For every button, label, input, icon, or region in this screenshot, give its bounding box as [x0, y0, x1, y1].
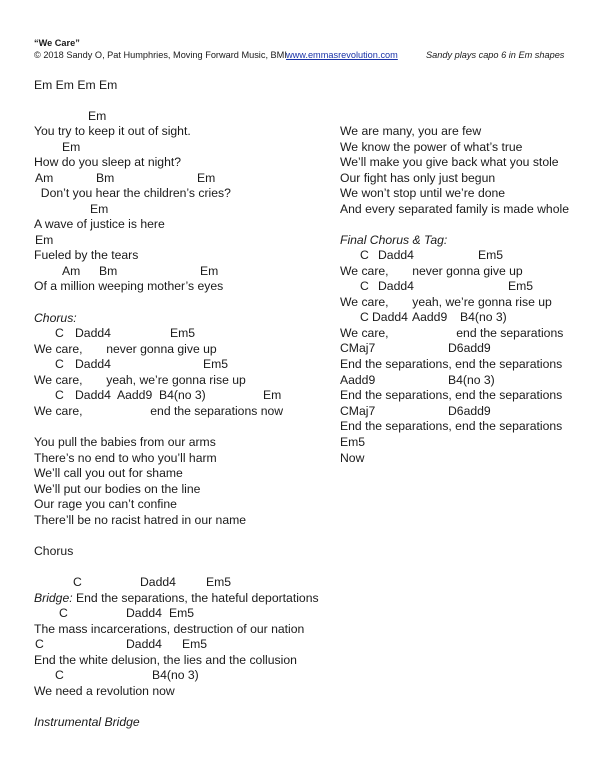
- chord: Em: [62, 140, 81, 154]
- lyric-line: End the separations, end the separations: [340, 388, 563, 402]
- lyric-line: We’ll put our bodies on the line: [34, 482, 201, 496]
- chord: Aadd9: [412, 310, 448, 324]
- lyric-text: End the separations, the hateful deportations: [72, 591, 319, 605]
- chord: Em: [263, 388, 282, 402]
- lyric-line: We care, never gonna give up: [34, 342, 217, 356]
- chord: C: [360, 248, 369, 262]
- song-title: “We Care”: [34, 38, 80, 48]
- lyric-line: And every separated family is made whole: [340, 202, 569, 216]
- chord: B4(no 3): [159, 388, 206, 402]
- chord: Dadd4: [378, 248, 414, 262]
- lyric-line: We care, yeah, we’re gonna rise up: [34, 373, 246, 387]
- chord: Am: [62, 264, 81, 278]
- lyric-line: [34, 591, 319, 606]
- lyric-line: We care, never gonna give up: [340, 264, 523, 278]
- chord: Em5: [203, 357, 229, 371]
- chord: Em5: [478, 248, 504, 262]
- chord: C: [55, 326, 64, 340]
- chord: C: [55, 357, 64, 371]
- lyric-line: There’s no end to who you’ll harm: [34, 451, 217, 465]
- chord: Am: [35, 171, 54, 185]
- chord: Em: [35, 233, 54, 247]
- chord: B4(no 3): [460, 310, 507, 324]
- copyright-line: © 2018 Sandy O, Pat Humphries, Moving Forward Music, BMI: [34, 50, 287, 60]
- chord: C: [73, 575, 82, 589]
- chord: C: [59, 606, 68, 620]
- lyric-line: Now: [340, 451, 365, 465]
- chord: C: [55, 388, 64, 402]
- chord: B4(no 3): [152, 668, 199, 682]
- chorus-reference: Chorus: [34, 544, 74, 558]
- lyric-line: Our fight has only just begun: [340, 171, 496, 185]
- chord: C: [360, 310, 369, 324]
- chord: Bm: [96, 171, 115, 185]
- lyric-line: You try to keep it out of sight.: [34, 124, 191, 138]
- chord: Em: [197, 171, 216, 185]
- lyric-line: We need a revolution now: [34, 684, 175, 698]
- chord: Aadd9: [117, 388, 153, 402]
- lyric-line: The mass incarcerations, destruction of our nation: [34, 622, 305, 636]
- capo-note: Sandy plays capo 6 in Em shapes: [426, 50, 565, 60]
- chord: Em: [88, 109, 107, 123]
- lyric-line: We’ll call you out for shame: [34, 466, 183, 480]
- chord: Dadd4: [372, 310, 408, 324]
- chord: Em5: [169, 606, 195, 620]
- chord: Em: [200, 264, 219, 278]
- chord: C: [35, 637, 44, 651]
- chord: CMaj7: [340, 404, 376, 418]
- chord: Em5: [508, 279, 534, 293]
- lyric-line: Our rage you can’t confine: [34, 497, 177, 511]
- chord: C: [55, 668, 64, 682]
- chord: Bm: [99, 264, 118, 278]
- lyric-line: How do you sleep at night?: [34, 155, 182, 169]
- chord: CMaj7: [340, 341, 376, 355]
- lyric-line: There’ll be no racist hatred in our name: [34, 513, 247, 527]
- lyric-line: Of a million weeping mother’s eyes: [34, 279, 224, 293]
- chord: Em5: [340, 435, 366, 449]
- lyric-line: You pull the babies from our arms: [34, 435, 216, 449]
- section-label: Chorus:: [34, 311, 77, 325]
- instrumental-bridge-label: Instrumental Bridge: [34, 715, 140, 729]
- chord: C: [360, 279, 369, 293]
- website-link[interactable]: www.emmasrevolution.com: [286, 50, 398, 60]
- lyric-line: We are many, you are few: [340, 124, 482, 138]
- section-label: Final Chorus & Tag:: [340, 233, 448, 247]
- chord: Dadd4: [378, 279, 414, 293]
- chord: D6add9: [448, 341, 491, 355]
- chord: Dadd4: [126, 637, 162, 651]
- lyric-line: Fueled by the tears: [34, 248, 139, 262]
- chord: Dadd4: [75, 326, 111, 340]
- chord: Aadd9: [340, 373, 376, 387]
- lyric-line: A wave of justice is here: [34, 217, 165, 231]
- chord: B4(no 3): [448, 373, 495, 387]
- lyric-line: We won’t stop until we’re done: [340, 186, 506, 200]
- chord: Dadd4: [75, 357, 111, 371]
- lyric-line: Don’t you hear the children’s cries?: [34, 186, 231, 200]
- chord: Dadd4: [126, 606, 162, 620]
- chord: Em5: [182, 637, 208, 651]
- lyric-line: End the white delusion, the lies and the collusion: [34, 653, 297, 667]
- chord: Em: [90, 202, 109, 216]
- lyric-line: End the separations, end the separations: [340, 419, 563, 433]
- lyric-line: We care, end the separations now: [34, 404, 284, 418]
- chord: Dadd4: [140, 575, 176, 589]
- chord: Em5: [206, 575, 232, 589]
- lyric-line: We care, yeah, we’re gonna rise up: [340, 295, 552, 309]
- lyric-line: We care, end the separations: [340, 326, 564, 340]
- section-label: Bridge:: [34, 591, 73, 605]
- chord: D6add9: [448, 404, 491, 418]
- lyric-line: We know the power of what’s true: [340, 140, 523, 154]
- lyric-line: We’ll make you give back what you stole: [340, 155, 559, 169]
- intro-chords: Em Em Em Em: [34, 78, 118, 92]
- lyric-line: End the separations, end the separations: [340, 357, 563, 371]
- chord: Em5: [170, 326, 196, 340]
- chord: Dadd4: [75, 388, 111, 402]
